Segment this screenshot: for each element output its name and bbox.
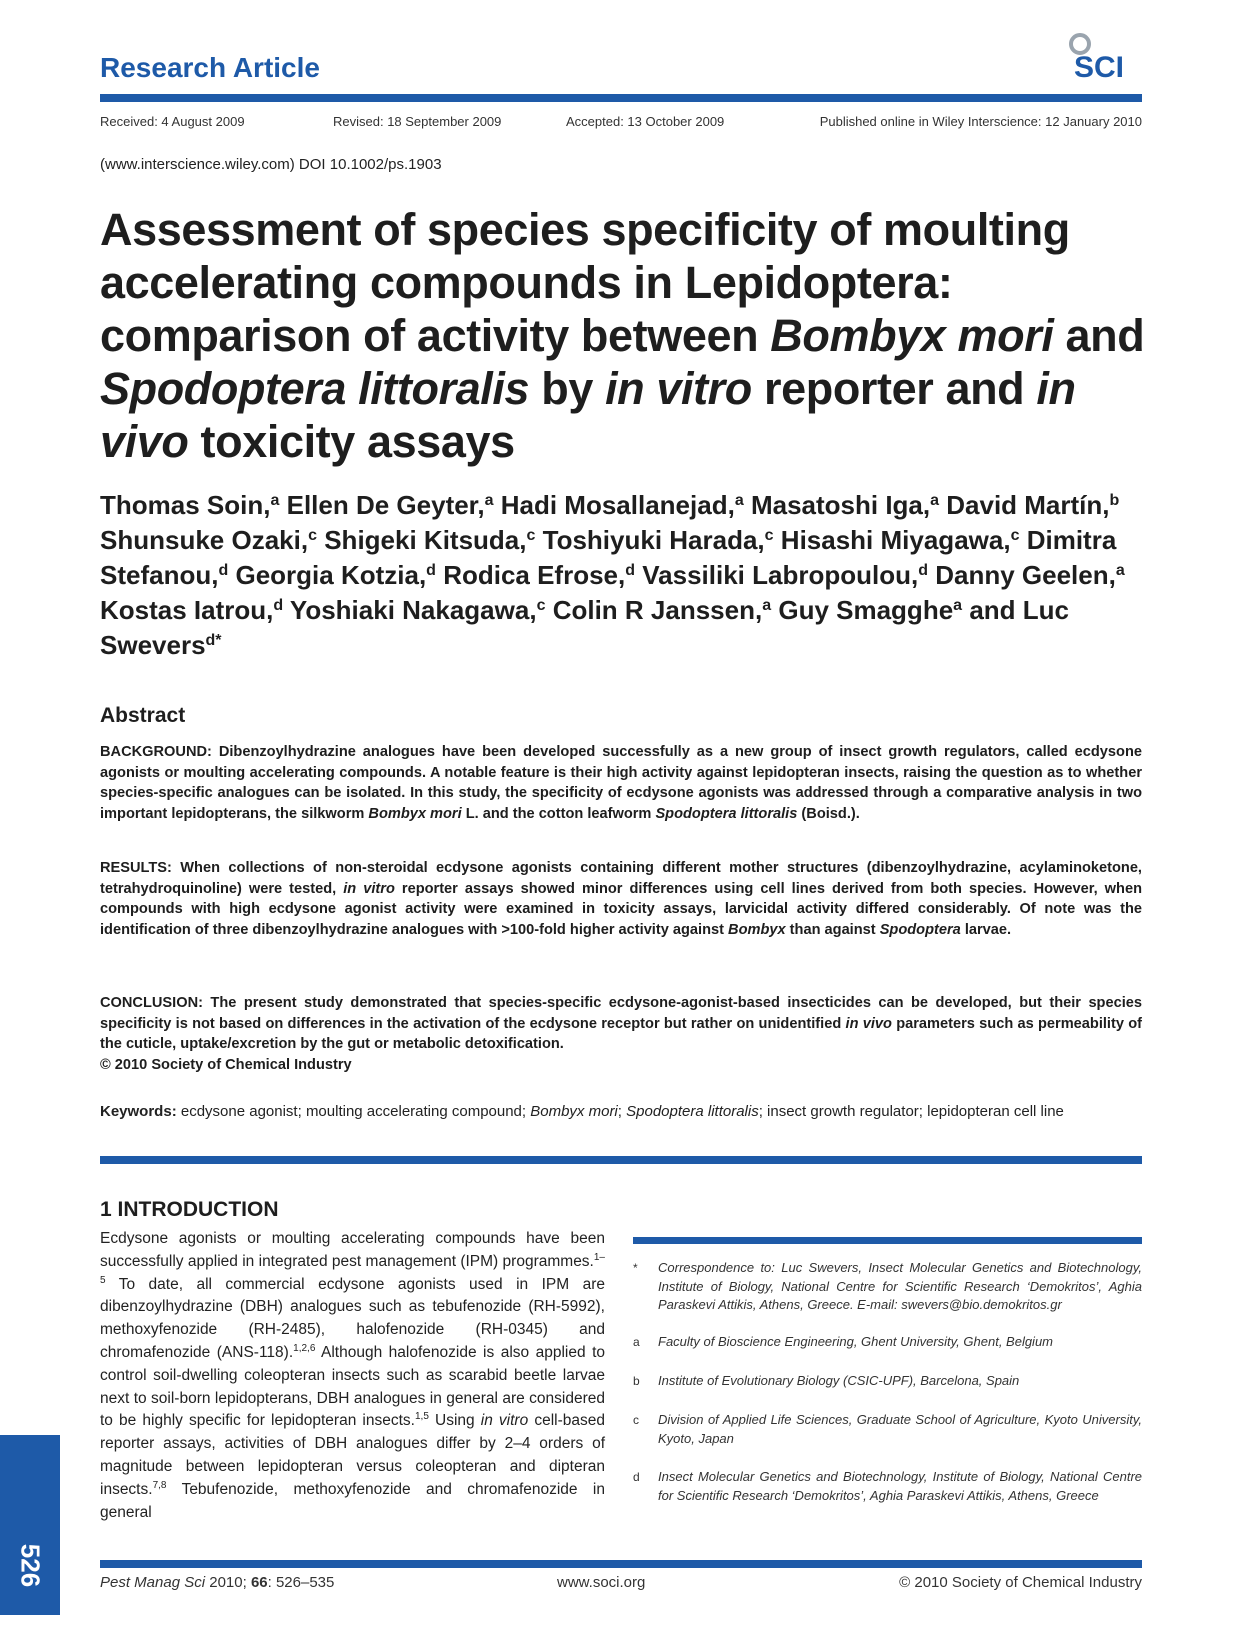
author: Thomas Soin,$^a$ xyxy=(100,490,280,520)
page-number-tab xyxy=(0,1435,60,1615)
page-number: 526 xyxy=(15,1543,46,1588)
footer-rule xyxy=(100,1560,1142,1568)
footnote-rule xyxy=(633,1237,1142,1244)
footnote-correspondence: * Correspondence to: Luc Swevers, Insect Molecular Genetics and Biotechnology, Institute of Biology, National Centre for Scientific Research ‘Demokritos’, Aghia Paraskevi Attikis, Athens, Greece. E-mail: swevers@bio.demokritos.gr xyxy=(633,1260,1142,1312)
article-title: Assessment of species specificity of moulting accelerating compounds in Lepidoptera: comparison of activity between Bombyx mori and Spodoptera littoralis by in vitro reporter and in vivo toxicity assays xyxy=(100,204,1145,467)
logo-text: SCI xyxy=(1074,51,1125,82)
footnote-affiliation-d: d Insect Molecular Genetics and Biotechnology, Institute of Biology, National Centre for Scientific Research ‘Demokritos’, Aghia Paraskevi Attikis, Athens, Greece xyxy=(633,1469,1142,1503)
footer-website: www.soci.org xyxy=(557,1574,646,1591)
author: Hadi Mosallanejad,$^a$ xyxy=(500,490,744,520)
abstract-conclusion: CONCLUSION: The present study demonstrated that species-specific ecdysone-agonist-based insecticides can be developed, but their species specificity is not based on differences in the activation of the ecdysone receptor but rather on unidentified in vivo parameters such as permeability of the cuticle, uptake/excretion by the gut or metabolic detoxification. © 2010 Society of Chemical Industry xyxy=(100,995,1142,1073)
footnote-affiliation-c: c Division of Applied Life Sciences, Graduate School of Agriculture, Kyoto University, Kyoto, Japan xyxy=(633,1412,1142,1446)
abstract-copyright: © 2010 Society of Chemical Industry xyxy=(100,1056,352,1073)
footnote-affiliation-a: a Faculty of Bioscience Engineering, Ghent University, Ghent, Belgium xyxy=(633,1334,1054,1349)
author: Danny Geelen,$^a$ xyxy=(935,560,1125,590)
abstract-background: BACKGROUND: Dibenzoylhydrazine analogues have been developed successfully as a new group of insect growth regulators, called ecdysone agonists or moulting accelerating compounds. A notable feature is their high activity against lepidopteran insects, raising the question as to whether species-specific analogues can be isolated. In this study, the specificity of ecdysone agonists was addressed through a comparative analysis in two important lepidopterans, the silkworm Bombyx mori L. and the cotton leafworm Spodoptera littoralis (Boisd.). xyxy=(100,744,1142,822)
doi-line: (www.interscience.wiley.com) DOI 10.1002/ps.1903 xyxy=(100,156,442,173)
published-date: Published online in Wiley Interscience: 12 January 2010 xyxy=(819,114,1142,129)
author: Yoshiaki Nakagawa,$^c$ xyxy=(289,595,546,625)
author: Vassiliki Labropoulou,$^d$ xyxy=(642,560,928,590)
author: Colin R Janssen,$^a$ xyxy=(552,595,772,625)
author: Toshiyuki Harada,$^c$ xyxy=(542,525,774,555)
revised-date: Revised: 18 September 2009 xyxy=(333,114,502,129)
author: and Luc Swevers$^{d*}$ xyxy=(100,595,1069,660)
author: Shunsuke Ozaki,$^c$ xyxy=(100,525,317,555)
keywords: Keywords: ecdysone agonist; moulting accelerating compound; Bombyx mori; Spodoptera littoralis; insect growth regulator; lepidopteran cell line xyxy=(100,1103,1064,1120)
author: Ellen De Geyter,$^a$ xyxy=(286,490,494,520)
author: Hisashi Miyagawa,$^c$ xyxy=(780,525,1020,555)
author: Masatoshi Iga,$^a$ xyxy=(750,490,940,520)
author-list xyxy=(100,488,1160,663)
section-label: Research Article xyxy=(100,52,320,83)
footer-copyright: © 2010 Society of Chemical Industry xyxy=(899,1574,1142,1591)
footer-citation: Pest Manag Sci 2010; 66: 526–535 xyxy=(100,1574,335,1591)
author: David Martín,$^b$ xyxy=(946,490,1120,520)
accepted-date: Accepted: 13 October 2009 xyxy=(566,114,725,129)
author: Kostas Iatrou,$^d$ xyxy=(100,595,284,625)
footnote-affiliation-b: b Institute of Evolutionary Biology (CSIC-UPF), Barcelona, Spain xyxy=(633,1373,1020,1388)
author: Rodica Efrose,$^d$ xyxy=(443,560,636,590)
header-rule xyxy=(100,94,1142,102)
author: Georgia Kotzia,$^d$ xyxy=(235,560,436,590)
section-rule xyxy=(100,1156,1142,1164)
introduction-heading: 1 INTRODUCTION xyxy=(100,1198,279,1221)
author: Shigeki Kitsuda,$^c$ xyxy=(324,525,536,555)
abstract-results: RESULTS: When collections of non-steroidal ecdysone agonists containing different mother structures (dibenzoylhydrazine, acylaminoketone, tetrahydroquinoline) were tested, in vitro reporter assays showed minor differences using cell lines derived from both species. However, when compounds with high ecdysone agonist activity were examined in toxicity assays, larvicidal activity differed considerably. Of note was the identification of three dibenzoylhydrazine analogues with >100-fold higher activity against Bombyx than against Spodoptera larvae. xyxy=(100,860,1142,938)
abstract-heading: Abstract xyxy=(100,704,186,727)
author: Dimitra Stefanou,$^d$ xyxy=(100,525,1117,590)
received-date: Received: 4 August 2009 xyxy=(100,114,245,129)
author: Guy Smagghe$^a$ xyxy=(778,595,963,625)
introduction-text: Ecdysone agonists or moulting accelerating compounds have been successfully applied in integrated pest management (IPM) programmes.$^{1-5}$ To date, all commercial ecdysone agonists used in IPM are dibenzoylhydrazine (DBH) analogues such as tebufenozide (RH-5992), methoxyfenozide (RH-2485), halofenozide (RH-0345) and chromafenozide (ANS-118).$^{1,2,6}$ Although halofenozide is also applied to control soil-dwelling coleopteran insects such as scarabid beetle larvae next to soil-born lepidopterans, DBH analogues in general are considered to be highly specific for lepidopteran insects.$^{1,5}$ Using in vitro cell-based reporter assays, activities of DBH analogues differ by 2–4 orders of magnitude between lepidopteran versus coleopteran and dipteran insects.$^{7,8}$ Tebufenozide, methoxyfenozide and chromafenozide in general xyxy=(100,1230,606,1521)
sci-logo xyxy=(1060,30,1142,82)
